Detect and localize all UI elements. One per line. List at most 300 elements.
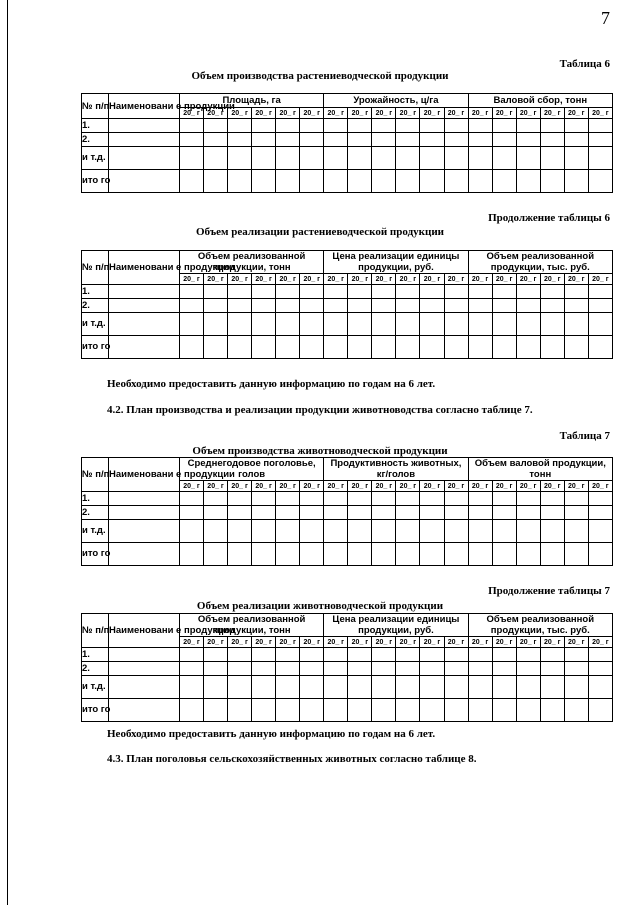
data-cell	[468, 299, 492, 313]
data-cell	[348, 119, 372, 133]
data-cell	[348, 170, 372, 193]
data-cell	[252, 699, 276, 722]
row-label: ито го	[82, 699, 109, 722]
data-cell	[372, 299, 396, 313]
data-cell	[396, 336, 420, 359]
data-cell	[396, 676, 420, 699]
row-label: и т.д.	[82, 147, 109, 170]
data-cell	[588, 119, 612, 133]
col-number-header: № п/п	[82, 614, 109, 648]
data-cell	[444, 119, 468, 133]
data-cell	[564, 676, 588, 699]
data-cell	[516, 170, 540, 193]
data-cell	[540, 336, 564, 359]
data-cell	[372, 506, 396, 520]
year-header: 20_ г	[276, 108, 300, 119]
group-header-1: Среднегодовое поголовье, голов	[180, 458, 324, 481]
data-cell	[564, 170, 588, 193]
data-cell	[372, 699, 396, 722]
data-cell	[420, 285, 444, 299]
data-cell	[372, 170, 396, 193]
product-name-cell	[109, 299, 180, 313]
data-cell	[204, 662, 228, 676]
data-cell	[396, 520, 420, 543]
data-cell	[300, 662, 324, 676]
data-cell	[564, 133, 588, 147]
data-cell	[180, 170, 204, 193]
data-cell	[444, 299, 468, 313]
data-cell	[516, 147, 540, 170]
row-label: 2.	[82, 506, 109, 520]
data-cell	[276, 170, 300, 193]
year-header: 20_ г	[180, 274, 204, 285]
data-cell	[420, 170, 444, 193]
year-header: 20_ г	[276, 481, 300, 492]
year-header: 20_ г	[588, 481, 612, 492]
table-row	[82, 543, 613, 566]
group-header-2: Продуктивность животных, кг/голов	[324, 458, 468, 481]
data-cell	[228, 313, 252, 336]
data-cell	[588, 170, 612, 193]
product-name-cell	[109, 133, 180, 147]
year-header: 20_ г	[348, 274, 372, 285]
data-cell	[468, 313, 492, 336]
col-product-name-header: Наименовани е продукции	[109, 458, 180, 492]
data-cell	[372, 133, 396, 147]
data-cell	[300, 299, 324, 313]
data-cell	[300, 648, 324, 662]
data-cell	[180, 543, 204, 566]
table7-cont-label: Продолжение таблицы 7	[488, 585, 610, 597]
year-header: 20_ г	[228, 108, 252, 119]
data-cell	[444, 170, 468, 193]
data-cell	[468, 336, 492, 359]
data-cell	[492, 170, 516, 193]
data-cell	[588, 662, 612, 676]
data-cell	[540, 313, 564, 336]
data-cell	[204, 313, 228, 336]
data-cell	[276, 285, 300, 299]
data-cell	[204, 133, 228, 147]
data-cell	[588, 520, 612, 543]
year-header: 20_ г	[372, 481, 396, 492]
data-cell	[252, 299, 276, 313]
data-cell	[228, 699, 252, 722]
data-cell	[540, 662, 564, 676]
data-cell	[204, 147, 228, 170]
data-cell	[372, 648, 396, 662]
data-cell	[492, 285, 516, 299]
data-cell	[420, 506, 444, 520]
data-cell	[444, 676, 468, 699]
data-cell	[180, 133, 204, 147]
group-header-2: Цена реализации единицы продукции, руб.	[324, 614, 468, 637]
data-cell	[420, 492, 444, 506]
year-header: 20_ г	[276, 637, 300, 648]
data-cell	[444, 492, 468, 506]
data-cell	[252, 119, 276, 133]
data-cell	[204, 699, 228, 722]
data-cell	[276, 676, 300, 699]
data-cell	[516, 313, 540, 336]
data-cell	[492, 313, 516, 336]
year-header: 20_ г	[564, 274, 588, 285]
row-label: 2.	[82, 133, 109, 147]
data-cell	[516, 133, 540, 147]
data-cell	[324, 336, 348, 359]
product-name-cell	[109, 285, 180, 299]
data-cell	[420, 648, 444, 662]
year-header: 20_ г	[228, 274, 252, 285]
data-cell	[372, 520, 396, 543]
data-cell	[444, 699, 468, 722]
data-cell	[516, 506, 540, 520]
data-cell	[180, 506, 204, 520]
row-label: и т.д.	[82, 313, 109, 336]
data-cell	[564, 648, 588, 662]
data-cell	[588, 492, 612, 506]
data-cell	[516, 492, 540, 506]
data-cell	[372, 147, 396, 170]
year-header: 20_ г	[564, 108, 588, 119]
group-header-1: Объем реализованной продукции, тонн	[180, 251, 324, 274]
year-header: 20_ г	[228, 481, 252, 492]
data-cell	[396, 170, 420, 193]
table-row	[82, 699, 613, 722]
data-cell	[348, 133, 372, 147]
year-header: 20_ г	[468, 108, 492, 119]
product-name-cell	[109, 699, 180, 722]
data-cell	[468, 543, 492, 566]
data-cell	[204, 520, 228, 543]
data-cell	[444, 648, 468, 662]
data-cell	[540, 492, 564, 506]
data-cell	[588, 147, 612, 170]
product-name-cell	[109, 648, 180, 662]
data-cell	[564, 147, 588, 170]
data-cell	[348, 147, 372, 170]
table7-title: Объем производства животноводческой продукции	[192, 445, 448, 457]
data-cell	[420, 662, 444, 676]
data-cell	[396, 492, 420, 506]
table7-continuation	[81, 613, 613, 722]
data-cell	[540, 133, 564, 147]
data-cell	[540, 147, 564, 170]
year-header: 20_ г	[372, 108, 396, 119]
data-cell	[300, 676, 324, 699]
product-name-cell	[109, 543, 180, 566]
product-name-cell	[109, 520, 180, 543]
data-cell	[276, 520, 300, 543]
table6-cont-label: Продолжение таблицы 6	[488, 212, 610, 224]
table-row	[82, 676, 613, 699]
data-cell	[228, 492, 252, 506]
row-label: и т.д.	[82, 520, 109, 543]
data-cell	[420, 133, 444, 147]
year-header: 20_ г	[516, 637, 540, 648]
data-cell	[516, 285, 540, 299]
data-cell	[204, 285, 228, 299]
data-cell	[564, 336, 588, 359]
data-cell	[348, 506, 372, 520]
data-cell	[468, 648, 492, 662]
group-header-1: Объем реализованной продукции, тонн	[180, 614, 324, 637]
product-name-cell	[109, 147, 180, 170]
data-cell	[300, 520, 324, 543]
data-cell	[588, 133, 612, 147]
data-cell	[180, 492, 204, 506]
data-cell	[396, 285, 420, 299]
data-cell	[468, 676, 492, 699]
product-name-cell	[109, 492, 180, 506]
data-cell	[396, 543, 420, 566]
data-cell	[396, 699, 420, 722]
table-row	[82, 313, 613, 336]
data-cell	[492, 492, 516, 506]
data-cell	[204, 170, 228, 193]
data-cell	[348, 492, 372, 506]
data-cell	[276, 313, 300, 336]
group-header-2: Урожайность, ц/га	[324, 94, 468, 108]
data-cell	[228, 133, 252, 147]
table-row	[82, 133, 613, 147]
year-header: 20_ г	[324, 108, 348, 119]
year-header: 20_ г	[204, 274, 228, 285]
data-cell	[228, 676, 252, 699]
data-cell	[516, 676, 540, 699]
data-cell	[492, 133, 516, 147]
data-cell	[324, 119, 348, 133]
year-header: 20_ г	[324, 637, 348, 648]
row-label: ито го	[82, 170, 109, 193]
data-cell	[276, 133, 300, 147]
note-6-years-1: Необходимо предоставить данную информацию по годам на 6 лет.	[107, 378, 436, 390]
data-cell	[180, 699, 204, 722]
data-cell	[324, 520, 348, 543]
data-cell	[420, 699, 444, 722]
data-cell	[516, 520, 540, 543]
table6	[81, 93, 613, 193]
data-cell	[468, 133, 492, 147]
data-cell	[228, 285, 252, 299]
data-cell	[324, 299, 348, 313]
year-header: 20_ г	[516, 108, 540, 119]
table-row	[82, 119, 613, 133]
data-cell	[180, 520, 204, 543]
data-cell	[180, 119, 204, 133]
data-cell	[540, 119, 564, 133]
year-header: 20_ г	[564, 637, 588, 648]
product-name-cell	[109, 506, 180, 520]
data-cell	[276, 147, 300, 170]
data-cell	[516, 662, 540, 676]
data-cell	[564, 492, 588, 506]
data-cell	[348, 543, 372, 566]
data-cell	[348, 676, 372, 699]
table-row	[82, 170, 613, 193]
row-label: и т.д.	[82, 676, 109, 699]
year-header: 20_ г	[396, 637, 420, 648]
data-cell	[180, 299, 204, 313]
data-cell	[180, 648, 204, 662]
data-cell	[492, 147, 516, 170]
data-cell	[348, 662, 372, 676]
data-cell	[444, 520, 468, 543]
data-cell	[420, 520, 444, 543]
data-cell	[588, 648, 612, 662]
data-cell	[276, 543, 300, 566]
table7	[81, 457, 613, 566]
year-header: 20_ г	[300, 274, 324, 285]
data-cell	[492, 506, 516, 520]
year-header: 20_ г	[396, 274, 420, 285]
data-cell	[300, 313, 324, 336]
table-row	[82, 520, 613, 543]
data-cell	[252, 676, 276, 699]
row-label: 1.	[82, 648, 109, 662]
data-cell	[252, 506, 276, 520]
data-cell	[372, 119, 396, 133]
year-header: 20_ г	[180, 481, 204, 492]
data-cell	[444, 133, 468, 147]
data-cell	[516, 699, 540, 722]
data-cell	[444, 336, 468, 359]
page-number: 7	[601, 8, 610, 28]
data-cell	[204, 119, 228, 133]
data-cell	[468, 506, 492, 520]
data-cell	[180, 147, 204, 170]
data-cell	[444, 147, 468, 170]
data-cell	[372, 313, 396, 336]
data-cell	[492, 648, 516, 662]
data-cell	[516, 119, 540, 133]
data-cell	[300, 119, 324, 133]
table-row	[82, 285, 613, 299]
data-cell	[276, 506, 300, 520]
year-header: 20_ г	[300, 481, 324, 492]
year-header: 20_ г	[420, 274, 444, 285]
data-cell	[348, 648, 372, 662]
data-cell	[564, 119, 588, 133]
data-cell	[492, 119, 516, 133]
year-header: 20_ г	[540, 637, 564, 648]
data-cell	[228, 506, 252, 520]
data-cell	[324, 133, 348, 147]
year-header: 20_ г	[372, 274, 396, 285]
data-cell	[444, 543, 468, 566]
year-header: 20_ г	[420, 108, 444, 119]
row-label: ито го	[82, 543, 109, 566]
year-header: 20_ г	[300, 108, 324, 119]
year-header: 20_ г	[204, 637, 228, 648]
data-cell	[468, 492, 492, 506]
data-cell	[276, 119, 300, 133]
row-label: ито го	[82, 336, 109, 359]
year-header: 20_ г	[252, 108, 276, 119]
data-cell	[180, 285, 204, 299]
data-cell	[228, 648, 252, 662]
year-header: 20_ г	[492, 108, 516, 119]
data-cell	[516, 299, 540, 313]
year-header: 20_ г	[396, 108, 420, 119]
product-name-cell	[109, 119, 180, 133]
year-header: 20_ г	[588, 637, 612, 648]
group-header-1: Площадь, га	[180, 94, 324, 108]
year-header: 20_ г	[348, 637, 372, 648]
year-header: 20_ г	[300, 637, 324, 648]
year-header: 20_ г	[372, 637, 396, 648]
year-header: 20_ г	[444, 481, 468, 492]
data-cell	[252, 543, 276, 566]
col-product-name-header: Наименовани е продукции	[109, 614, 180, 648]
table-row	[82, 506, 613, 520]
year-header: 20_ г	[276, 274, 300, 285]
data-cell	[540, 170, 564, 193]
data-cell	[492, 662, 516, 676]
data-cell	[204, 336, 228, 359]
data-cell	[420, 543, 444, 566]
year-header: 20_ г	[468, 274, 492, 285]
data-cell	[204, 492, 228, 506]
data-cell	[540, 648, 564, 662]
data-cell	[564, 543, 588, 566]
data-cell	[204, 648, 228, 662]
table-row	[82, 648, 613, 662]
year-header: 20_ г	[180, 637, 204, 648]
table7-cont-title: Объем реализации животноводческой продукции	[196, 600, 444, 612]
data-cell	[348, 336, 372, 359]
data-cell	[252, 147, 276, 170]
product-name-cell	[109, 336, 180, 359]
data-cell	[588, 699, 612, 722]
data-cell	[516, 543, 540, 566]
data-cell	[300, 506, 324, 520]
data-cell	[372, 285, 396, 299]
data-cell	[300, 285, 324, 299]
data-cell	[564, 285, 588, 299]
data-cell	[516, 648, 540, 662]
data-cell	[588, 506, 612, 520]
data-cell	[468, 699, 492, 722]
data-cell	[300, 699, 324, 722]
data-cell	[588, 285, 612, 299]
data-cell	[540, 285, 564, 299]
data-cell	[204, 506, 228, 520]
data-cell	[468, 147, 492, 170]
data-cell	[396, 299, 420, 313]
data-cell	[396, 648, 420, 662]
group-header-3: Объем реализованной продукции, тыс. руб.	[468, 251, 612, 274]
year-header: 20_ г	[228, 637, 252, 648]
table6-title: Объем производства растениеводческой продукции	[191, 70, 449, 82]
data-cell	[228, 336, 252, 359]
data-cell	[372, 543, 396, 566]
year-header: 20_ г	[468, 637, 492, 648]
data-cell	[372, 662, 396, 676]
col-number-header: № п/п	[82, 94, 109, 119]
data-cell	[300, 543, 324, 566]
data-cell	[252, 648, 276, 662]
year-header: 20_ г	[420, 481, 444, 492]
year-header: 20_ г	[444, 108, 468, 119]
data-cell	[588, 676, 612, 699]
table-row	[82, 299, 613, 313]
data-cell	[420, 676, 444, 699]
data-cell	[540, 699, 564, 722]
product-name-cell	[109, 170, 180, 193]
year-header: 20_ г	[180, 108, 204, 119]
data-cell	[276, 492, 300, 506]
